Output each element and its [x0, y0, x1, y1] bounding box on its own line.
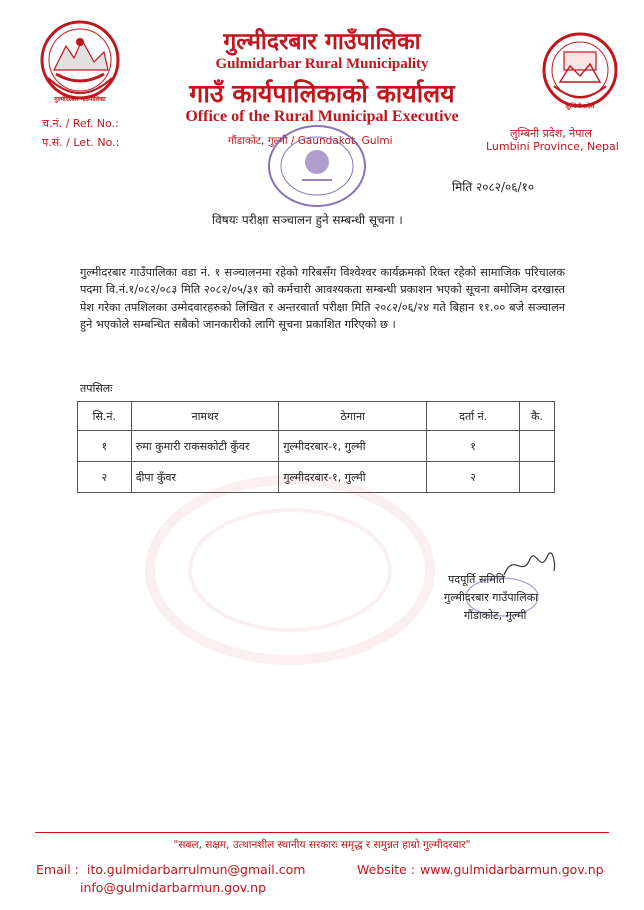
notice-date: मिति २०८२/०६/१० [452, 180, 535, 194]
table-row [78, 431, 555, 462]
cell-remarks [520, 462, 555, 493]
cell-remarks [520, 431, 555, 462]
cell-serial: २ [78, 462, 132, 493]
details-label: तपसिलः [80, 382, 113, 395]
office-stamp-seal [262, 118, 372, 214]
cell-address: गुल्मीदरबार-१, गुल्मी [279, 462, 427, 493]
col-name-header: नामथर [131, 402, 279, 431]
col-address-header: ठेगाना [279, 402, 427, 431]
let-no-label: प.सं. / Let. No.: [42, 136, 120, 149]
table-header-row [78, 402, 555, 431]
footer-divider [35, 832, 609, 833]
municipality-name-english: Gulmidarbar Rural Municipality [215, 56, 429, 72]
ref-no-label: च.नं. / Ref. No.: [42, 117, 119, 130]
notice-subject: विषयः परीक्षा सञ्चालन हुने सम्बन्धी सूचना । [212, 213, 403, 227]
notice-body: गुल्मीदरबार गाउँपालिका वडा नं. १ सञ्चालनमा रहेको गरिबसँग विश्वेश्वर कार्यक्रमको रिक्त रहेको सामाजिक परिचालक पदमा वि.नं.१/०८२/०८३ मिति २०८२/०५/३१ को कर्मचारी आवश्यकता सम्बन्धी प्रकाशन भएको सूचना बमोजिम दरखास्त पेश गरेका तपशिलका उम्मेदवारहरुको लिखित र अन्तरवार्ता परीक्षा मिति २०८२/०६/२४ गते बिहान ११.०० बजे सञ्चालन हुने भएकोले सम्बन्धित सबैको जानकारीको लागि सूचना प्रकाशित गरिएको छ । [80, 266, 565, 332]
cell-serial: १ [78, 431, 132, 462]
col-remarks-header: कै. [520, 402, 555, 431]
signatory-office: गुल्मीदरबार गाउँपालिका [444, 591, 539, 604]
signatory-place: गौंडाकोट, गुल्मी [464, 609, 527, 622]
province-nepali: लुम्बिनी प्रदेश, नेपाल [510, 127, 592, 140]
footer-motto: "सबल, सक्षम, उत्थानशील स्थानीय सरकारः समृद्ध र समुन्नत हाम्रो गुल्मीदरबार" [173, 839, 471, 851]
logo-right-caption: लुम्बिनी प्रदेश [565, 103, 595, 110]
office-name-nepali: गाउँ कार्यपालिकाको कार्यालय [189, 79, 455, 108]
signatory-designation: पदपूर्ति समिति [448, 573, 505, 586]
office-address: गौंडाकोट, गुल्मी / Gaundakot, Gulmi [228, 135, 393, 147]
municipality-name-nepali: गुल्मीदरबार गाउँपालिका [223, 29, 421, 55]
email-secondary[interactable]: info@gulmidarbarmun.gov.np [80, 880, 267, 895]
website-link[interactable]: www.gulmidarbarmun.gov.np [420, 862, 604, 877]
email-primary[interactable]: ito.gulmidarbarrulmun@gmail.com [87, 862, 306, 877]
logo-left-caption: गुल्मीदरबार गाउँपालिका [54, 96, 106, 103]
email-label: Email : [36, 862, 79, 877]
cell-name: दीपा कुँवर [131, 462, 279, 493]
office-name-english: Office of the Rural Municipal Executive [185, 108, 459, 125]
cell-reg: १ [427, 431, 520, 462]
col-serial-header: सि.नं. [78, 402, 132, 431]
cell-address: गुल्मीदरबार-१, गुल्मी [279, 431, 427, 462]
website-label: Website : [357, 862, 416, 877]
province-english: Lumbini Province, Nepal [486, 140, 619, 153]
cell-reg: २ [427, 462, 520, 493]
watermark-seal [140, 470, 440, 670]
col-reg-header: दर्ता नं. [427, 402, 520, 431]
cell-name: रुमा कुमारी राकसकोटी कुँवर [131, 431, 279, 462]
